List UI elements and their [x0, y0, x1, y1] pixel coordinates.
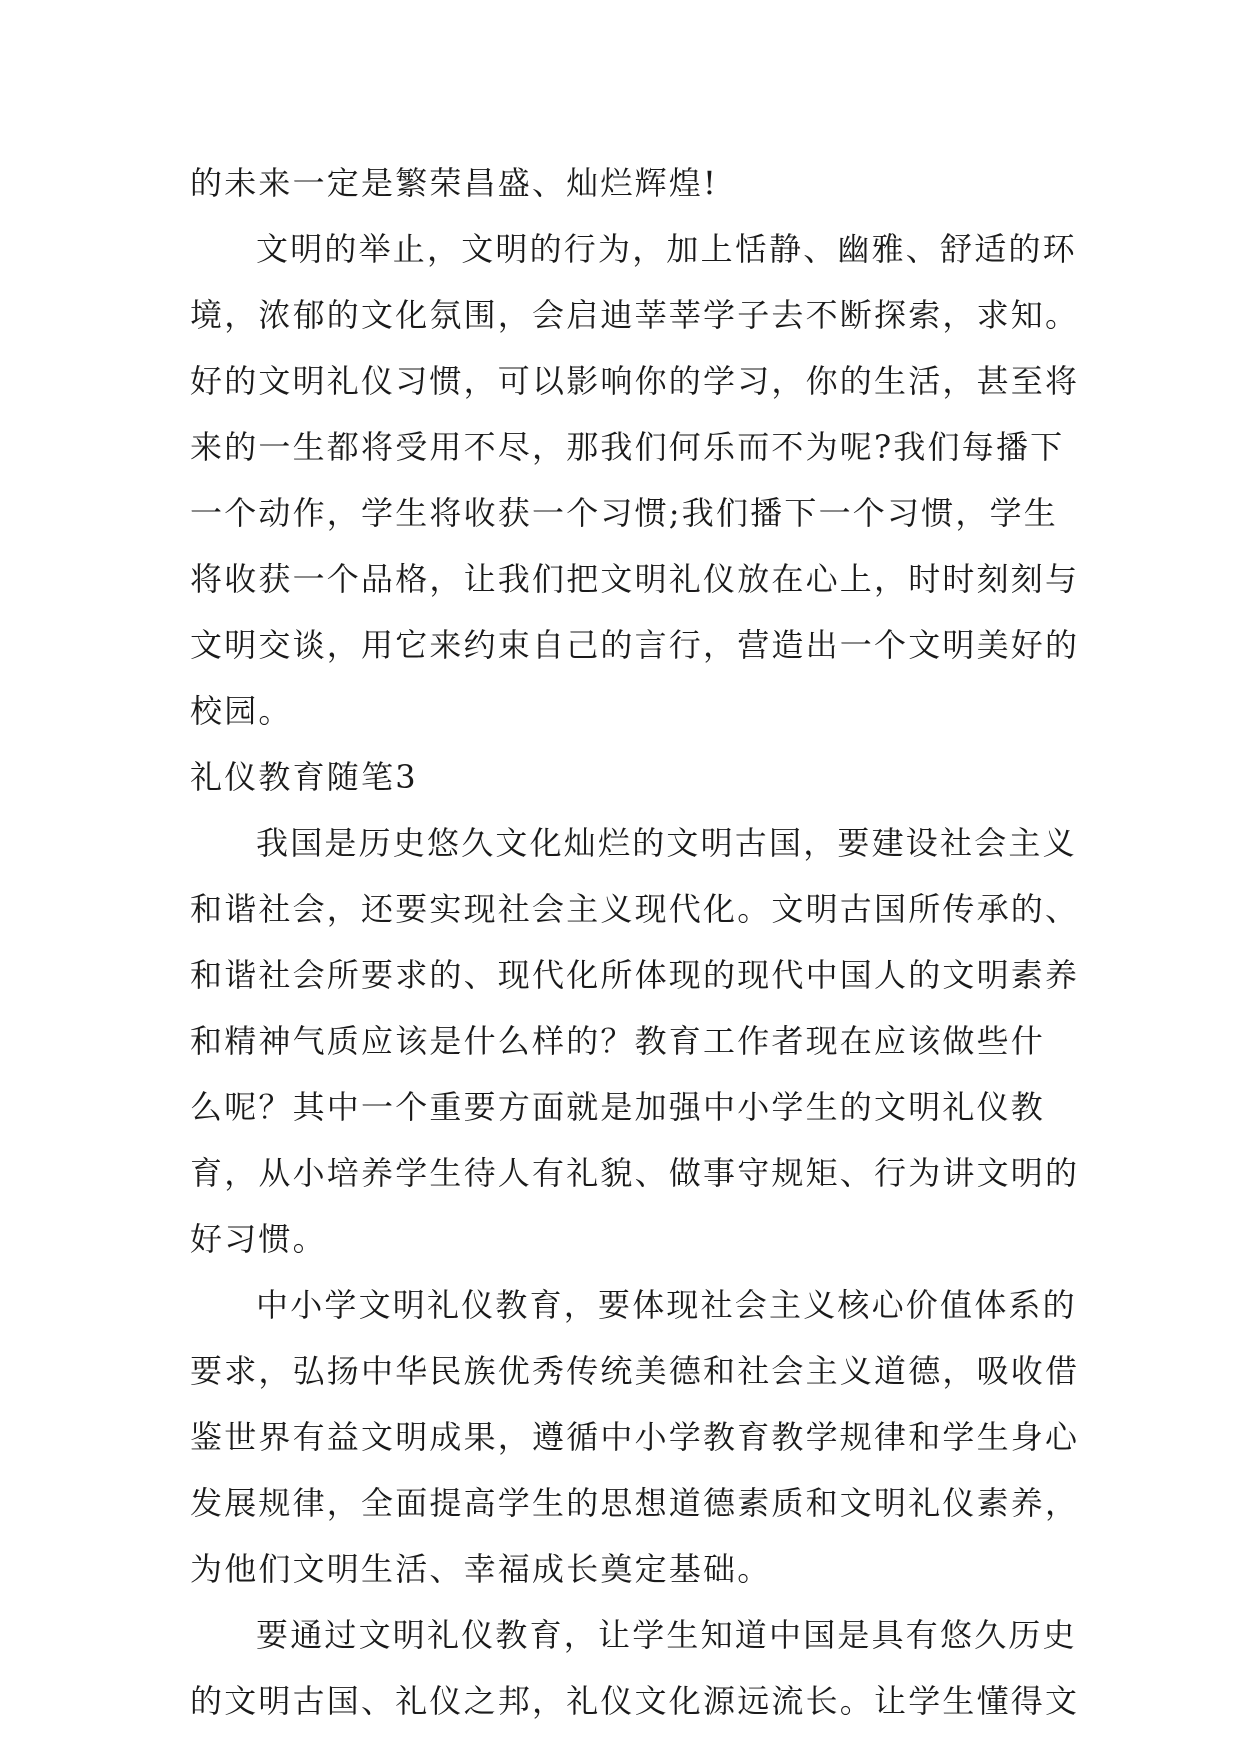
text-line: 和谐社会所要求的、现代化所体现的现代中国人的文明素养 [190, 956, 1080, 994]
text-line: 和精神气质应该是什么样的？教育工作者现在应该做些什 [190, 1022, 1046, 1060]
text-line: 鉴世界有益文明成果，遵循中小学教育教学规律和学生身心 [190, 1418, 1080, 1456]
text-line: 么呢？其中一个重要方面就是加强中小学生的文明礼仪教 [190, 1088, 1046, 1126]
document-page [190, 150, 1080, 1734]
text-line: 育，从小培养学生待人有礼貌、做事守规矩、行为讲文明的 [190, 1154, 1080, 1192]
text-line: 和谐社会，还要实现社会主义现代化。文明古国所传承的、 [190, 890, 1080, 928]
text-line: 境，浓郁的文化氛围，会启迪莘莘学子去不断探索，求知。 [190, 296, 1080, 334]
text-line: 我国是历史悠久文化灿烂的文明古国，要建设社会主义 [256, 824, 1077, 862]
text-line: 好习惯。 [190, 1220, 327, 1258]
text-line: 校园。 [190, 692, 293, 730]
text-line: 中小学文明礼仪教育，要体现社会主义核心价值体系的 [256, 1286, 1077, 1324]
text-line: 发展规律，全面提高学生的思想道德素质和文明礼仪素养， [190, 1484, 1080, 1522]
text-line: 文明交谈，用它来约束自己的言行，营造出一个文明美好的 [190, 626, 1080, 664]
text-line: 好的文明礼仪习惯，可以影响你的学习，你的生活，甚至将 [190, 362, 1080, 400]
text-line: 要通过文明礼仪教育，让学生知道中国是具有悠久历史 [256, 1616, 1077, 1654]
text-line: 一个动作，学生将收获一个习惯;我们播下一个习惯，学生 [190, 494, 1058, 532]
text-line: 要求，弘扬中华民族优秀传统美德和社会主义道德，吸收借 [190, 1352, 1080, 1390]
text-line: 来的一生都将受用不尽，那我们何乐而不为呢?我们每播下 [190, 428, 1065, 466]
text-line: 为他们文明生活、幸福成长奠定基础。 [190, 1550, 772, 1588]
section-heading: 礼仪教育随笔3 [190, 758, 418, 796]
text-line: 的文明古国、礼仪之邦，礼仪文化源远流长。让学生懂得文 [190, 1682, 1080, 1720]
text-line: 文明的举止，文明的行为，加上恬静、幽雅、舒适的环 [256, 230, 1077, 268]
text-line: 的未来一定是繁荣昌盛、灿烂辉煌! [190, 164, 719, 202]
text-line: 将收获一个品格，让我们把文明礼仪放在心上，时时刻刻与 [190, 560, 1080, 598]
